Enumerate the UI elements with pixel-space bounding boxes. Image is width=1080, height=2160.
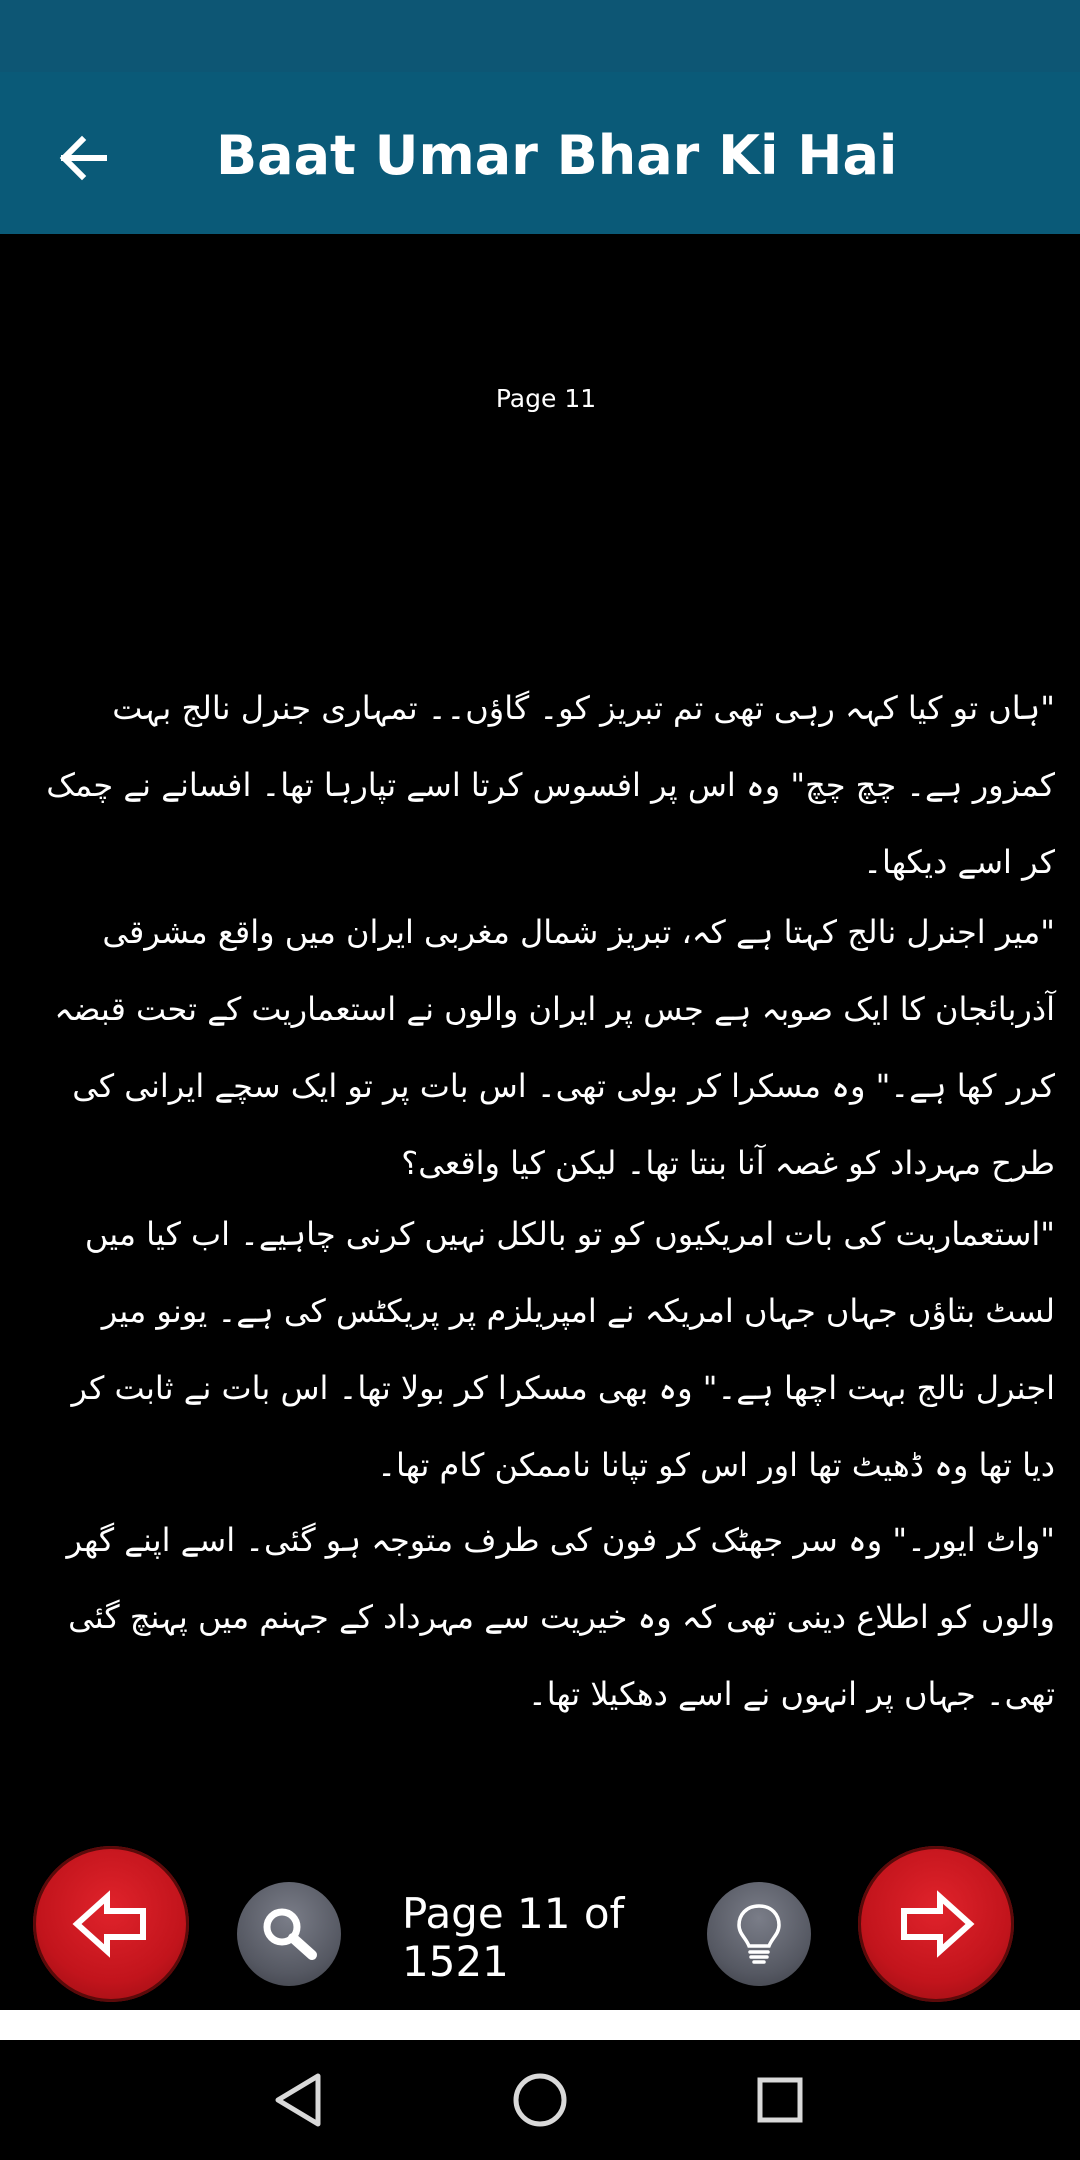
system-back-button[interactable] xyxy=(268,2068,332,2132)
system-recents-button[interactable] xyxy=(748,2068,812,2132)
paragraph-3: "استعماریت کی بات امریکیوں کو تو بالکل نہیں کرنی چاہیے۔ اب کیا میں لسٹ بتاؤں جہاں جہاں امریکہ نے امپریلزم پر پریکٹس کی ہے۔ یونو میر اجنرل نالج بہت اچھا ہے۔" وہ بھی مسکرا کر بولا تھا۔ اس بات نے ثابت کر دیا تھا وہ ڈھیٹ تھا اور اس کو تپانا ناممکن کام تھا۔ xyxy=(71,1215,1055,1484)
magnifier-icon xyxy=(258,1903,320,1965)
paragraph-1: "ہاں تو کیا کہہ رہی تھی تم تبریز کو۔ گاؤں۔۔ تمہاری جنرل نالج بہت کمزور ہے۔ چچ چچ" وہ اس پر افسوس کرتا اسے تپارہا تھا۔ افسانے نے چمک کر اسے دیکھا۔ xyxy=(46,689,1055,881)
system-navigation-bar xyxy=(0,2040,1080,2160)
circle-home-icon xyxy=(508,2068,572,2132)
paragraph-4: "واٹ ایور۔" وہ سر جھٹک کر فون کی طرف متوجہ ہو گئی۔ اسے اپنے گھر والوں کو اطلاع دینی تھی کہ وہ خیریت سے مہرداد کے جہنم میں پہنچ گئی تھی۔ جہاں پر انہوں نے اسے دھکیلا تھا۔ xyxy=(66,1521,1055,1713)
status-bar xyxy=(0,0,1080,72)
search-button[interactable] xyxy=(237,1882,341,1986)
paragraph-2: "میر اجنرل نالج کہتا ہے کہ، تبریز شمال مغربی ایران میں واقع مشرقی آذربائجان کا ایک صوبہ ہے جس پر ایران والوں نے استعماریت کے تحت قبضہ کرر کھا ہے۔" وہ مسکرا کر بولی تھی۔ اس بات پر تو ایک سچے ایرانی کی طرح مہرداد کو غصہ آنا بنتا تھا۔ لیکن کیا واقعی؟ xyxy=(54,913,1055,1182)
lightbulb-icon xyxy=(734,1902,784,1966)
triangle-back-icon xyxy=(268,2068,332,2132)
next-page-button[interactable] xyxy=(858,1846,1014,2002)
arrow-left-icon xyxy=(48,122,120,194)
page-label: Page 11 xyxy=(495,384,597,413)
back-button[interactable] xyxy=(48,122,120,194)
previous-page-button[interactable] xyxy=(33,1846,189,2002)
reader-content[interactable] xyxy=(0,234,1080,1846)
app-bar xyxy=(0,72,1080,234)
hint-button[interactable] xyxy=(707,1882,811,1986)
arrow-right-outline-icon xyxy=(896,1889,976,1959)
bottom-navigation xyxy=(0,1846,1080,2006)
system-home-button[interactable] xyxy=(508,2068,572,2132)
arrow-left-outline-icon xyxy=(71,1889,151,1959)
page-counter: Page 11 of 1521 xyxy=(402,1889,625,1986)
square-recents-icon xyxy=(748,2068,812,2132)
divider xyxy=(0,2010,1080,2040)
page-title: Baat Umar Bhar Ki Hai xyxy=(216,124,898,187)
